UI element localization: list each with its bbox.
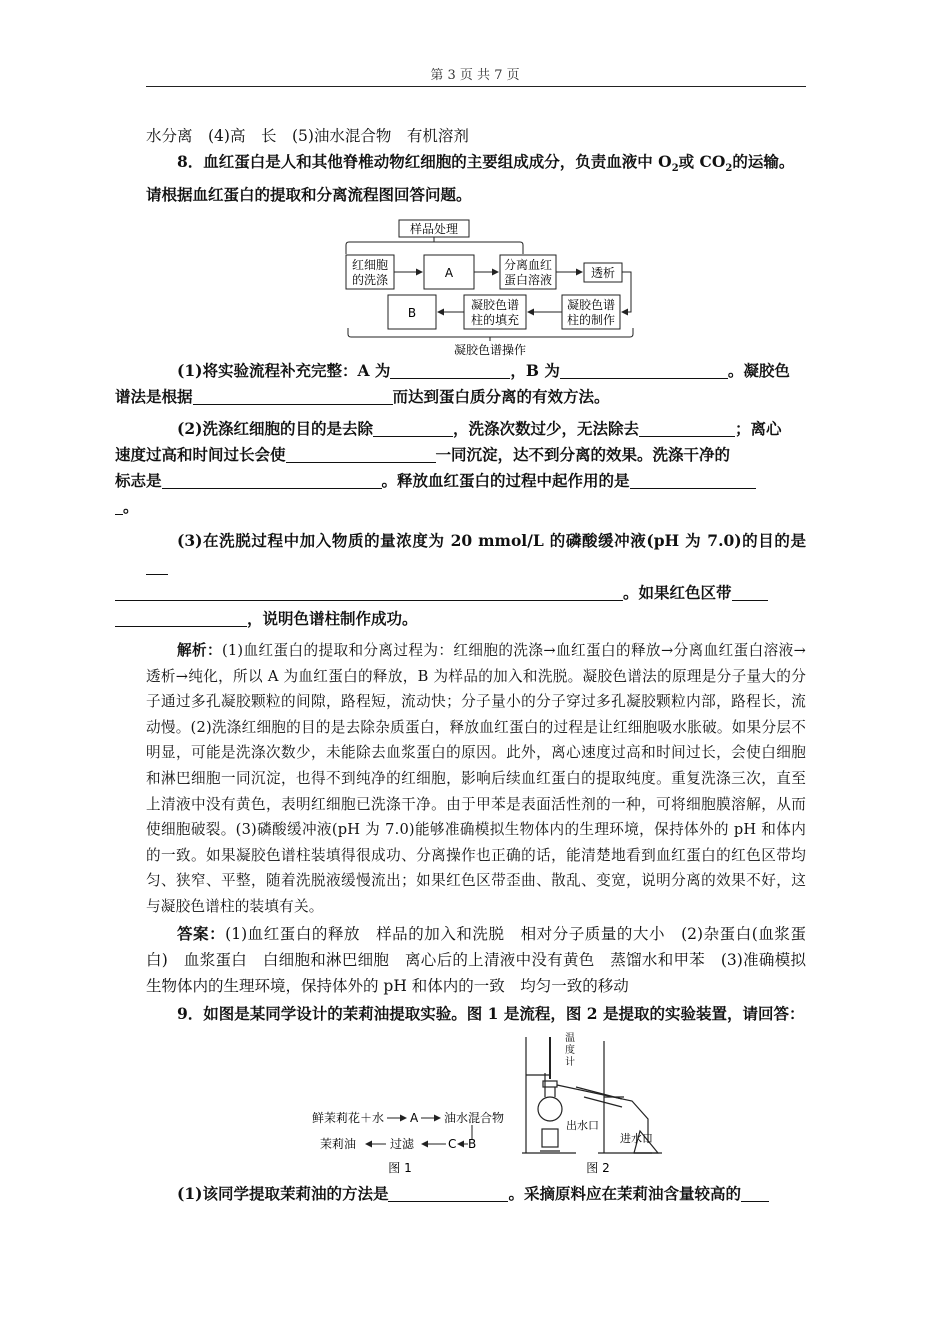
q9-sub1: (1)该同学提取茉莉油的方法是 。采摘原料应在茉莉油含量较高的 — [146, 1181, 806, 1207]
q9-intro: 9．如图是某同学设计的茉莉油提取实验。图 1 是流程，图 2 是提取的实验装置，请回答： — [177, 1003, 805, 1023]
blank-a[interactable] — [390, 362, 510, 379]
top-label: 样品处理 — [409, 222, 459, 237]
blank-cannot-remove[interactable] — [639, 420, 735, 437]
previous-answer-tail: 水分离 (4)高 长 (5)油水混合物 有机溶剂 — [146, 127, 469, 145]
fig1-b: B — [468, 1136, 477, 1151]
thermometer-label-1: 温 — [565, 1032, 575, 1044]
box-separate-line1: 分离血红 — [503, 258, 553, 273]
q8-sub3: (3)在洗脱过程中加入物质的量浓度为 20 mmol/L 的磷酸缓冲液(pH 为 7.0)的目的是 。如果红色区带 ，说明色谱柱制作成功。 — [146, 528, 806, 632]
bottom-label: 凝胶色谱操作 — [453, 343, 527, 358]
q8-sub2: (2)洗涤红细胞的目的是去除 ，洗涤次数过少，无法除去 ；离心 速度过高和时间过长会使 一同沉淀，达不到分离的效果。洗涤干净的 标志是 。释放血红蛋白的过程中起作用的是 。 — [115, 419, 782, 517]
box-fill-line2: 柱的填充 — [470, 313, 520, 328]
header-rule — [146, 86, 806, 87]
flowchart-svg — [146, 208, 806, 358]
blank-b[interactable] — [560, 362, 728, 379]
q8-answer: 答案：(1)血红蛋白的释放 样品的加入和洗脱 相对分子质量的大小 (2)杂蛋白(血浆蛋白) 血浆蛋白 白细胞和淋巴细胞 离心后的上清液中没有黄色 蒸馏水和甲苯 (3)准确模拟生物体内的生理环境，保持体外的 pH 和体内的一致 均匀一致的移动 — [146, 923, 806, 995]
thermometer-label-2: 度 — [565, 1044, 575, 1056]
blank-remove[interactable] — [373, 420, 453, 437]
blank-principle[interactable] — [193, 388, 393, 405]
box-dialysis-label: 透析 — [590, 266, 616, 281]
fig1-a: A — [410, 1110, 419, 1125]
q8-intro-line2: 请根据血红蛋白的提取和分离流程图回答问题。 — [146, 185, 472, 205]
q8-intro: 8．血红蛋白是人和其他脊椎动物红细胞的主要组成成分，负责血液中 $O_2$或 $CO_2$的运输。 — [177, 152, 795, 175]
blank-band[interactable] — [732, 584, 768, 601]
blank-purpose[interactable] — [146, 558, 168, 575]
box-fill-line1: 凝胶色谱 — [470, 298, 520, 313]
fig1-caption: 图 1 — [388, 1160, 412, 1175]
box-make-line2: 柱的制作 — [566, 313, 616, 328]
fig1-oil: 茉莉油 — [320, 1136, 357, 1151]
fig1-start: 鲜茉莉花＋水 — [312, 1110, 385, 1125]
box-separate-line2: 蛋白溶液 — [503, 273, 553, 288]
blank-band-cont[interactable] — [115, 610, 247, 627]
fig1-filter: 过滤 — [390, 1136, 415, 1151]
blank-clean-sign[interactable] — [162, 472, 382, 489]
fig1-end: 油水混合物 — [444, 1110, 505, 1125]
blank-release-agent[interactable] — [630, 472, 756, 489]
box-a-label: A — [444, 266, 454, 281]
water-inlet-label: 进水口 — [620, 1131, 653, 1145]
blank-method[interactable] — [388, 1185, 508, 1202]
box-wash-line1: 红细胞 — [351, 258, 389, 273]
fig1-c: C — [448, 1136, 457, 1151]
thermometer-label-3: 计 — [565, 1056, 575, 1068]
q9-figures — [146, 1027, 806, 1177]
box-wash-line2: 的洗涤 — [351, 273, 389, 288]
q8-flowchart — [146, 208, 806, 358]
box-make-line1: 凝胶色谱 — [566, 298, 616, 313]
q8-sub1: (1)将实验流程补充完整：A 为 ，B 为 。凝胶色 谱法是根据 而达到蛋白质分离的有效方法。 — [115, 361, 790, 407]
page-header — [0, 64, 950, 83]
blank-purpose-cont[interactable] — [115, 584, 623, 601]
document-body — [115, 122, 807, 1207]
blank-sediment[interactable] — [286, 446, 436, 463]
blank-release-agent-cont[interactable] — [115, 498, 123, 515]
q8-analysis: 解析：(1)血红蛋白的提取和分离过程为：红细胞的洗涤→血红蛋白的释放→分离血红蛋白溶液→透析→纯化，所以 A 为血红蛋白的释放，B 为样品的加入和洗脱。凝胶色谱法的原理是分子量大的分子通过多孔凝胶颗粒的间隙，路程短，流动快；分子量小的分子穿过多孔凝胶颗粒内部，路程长，流动慢。(2)洗涤红细胞的目的是去除杂质蛋白，释放血红蛋白的过程是让红细胞吸水胀破。如果分层不明显，可能是洗涤次数少，未能除去血浆蛋白的原因。此外，离心速度过高和时间过长，会使白细胞和淋巴细胞一同沉淀，也得不到纯净的红细胞，影响后续血红蛋白的提取纯度。重复洗涤三次，直至上清液中没有黄色，表明红细胞已洗涤干净。由于甲苯是表面活性剂的一种，可将细胞膜溶解，从而使细胞破裂。(3)磷酸缓冲液(pH 为 7.0)能够准确模拟生物体内的生理环境，保持体外的 pH 和体内的一致。如果凝胶色谱柱装填得很成功、分离操作也正确的话，能清楚地看到血红蛋白的红色区带均匀、狭窄、平整，随着洗脱液缓慢流出；如果红色区带歪曲、散乱、变宽，说明分离的效果不好，这与凝胶色谱柱的装填有关。 — [146, 642, 807, 916]
water-outlet-label: 出水口 — [566, 1118, 599, 1132]
q9-figures-svg — [146, 1027, 806, 1177]
fig2-caption: 图 2 — [586, 1160, 610, 1175]
box-b-label: B — [407, 306, 417, 321]
blank-harvest-time[interactable] — [741, 1185, 769, 1202]
page-number: 第 3 页 共 7 页 — [430, 68, 520, 83]
